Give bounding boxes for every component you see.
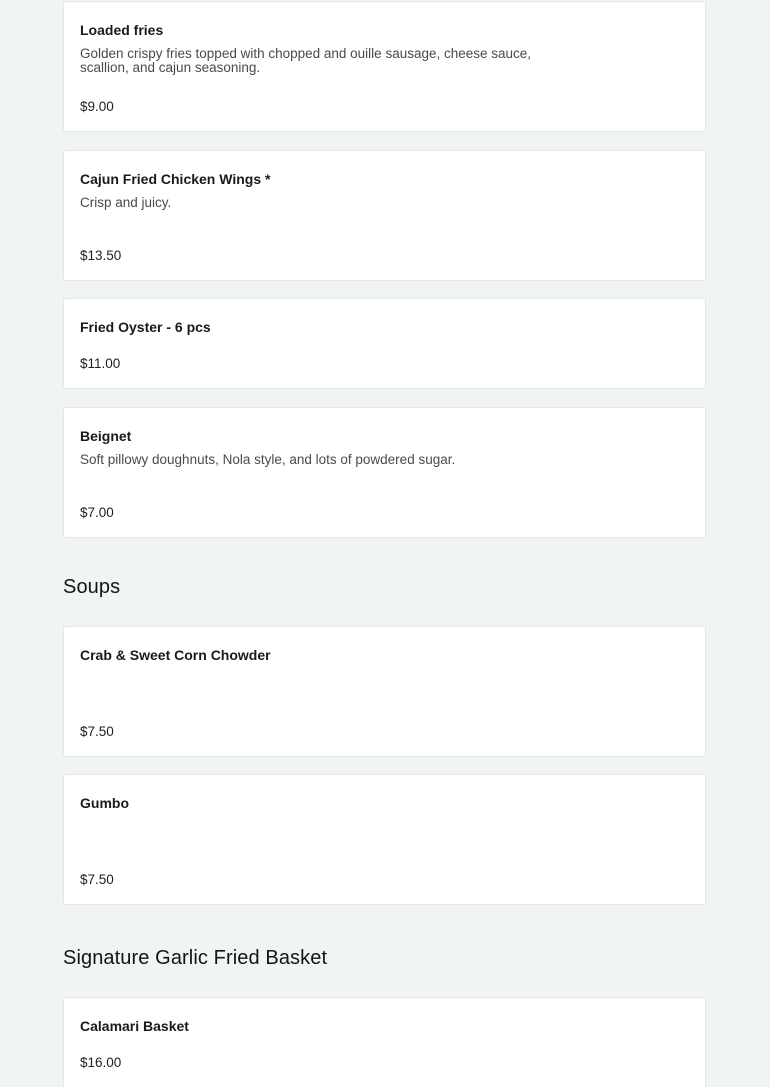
- menu-item-name: Calamari Basket: [80, 1018, 189, 1034]
- menu-item-price: $7.50: [80, 724, 114, 739]
- menu-item-price: $9.00: [80, 99, 114, 114]
- menu-item-name: Gumbo: [80, 795, 129, 811]
- menu-item-name: Cajun Fried Chicken Wings *: [80, 171, 271, 187]
- menu-item-price: $11.00: [80, 356, 121, 371]
- section-title-soups: Soups: [63, 576, 121, 598]
- menu-item-name: Loaded fries: [80, 22, 164, 38]
- menu-item-card[interactable]: [63, 626, 706, 757]
- menu-item-name: Beignet: [80, 428, 132, 444]
- menu-item-price: $16.00: [80, 1055, 122, 1070]
- menu-item-price: $13.50: [80, 248, 122, 263]
- menu-item-name: Fried Oyster - 6 pcs: [80, 319, 211, 335]
- menu-item-price: $7.00: [80, 505, 114, 520]
- menu-item-card[interactable]: [63, 407, 706, 538]
- section-title-signature-garlic-fried-basket: Signature Garlic Fried Basket: [63, 947, 328, 969]
- menu-item-description: Crisp and juicy.: [80, 195, 172, 210]
- menu-item-description: Golden crispy fries topped with chopped and ouille sausage, cheese sauce, scallion, and cajun seasoning.: [80, 46, 532, 75]
- menu-item-card[interactable]: [63, 774, 706, 905]
- menu-item-name: Crab & Sweet Corn Chowder: [80, 647, 271, 663]
- menu-item-card[interactable]: [63, 1, 706, 132]
- menu-item-description: Soft pillowy doughnuts, Nola style, and lots of powdered sugar.: [80, 452, 456, 467]
- menu-item-price: $7.50: [80, 872, 114, 887]
- menu-item-card[interactable]: [63, 298, 706, 389]
- menu-item-card[interactable]: [63, 997, 706, 1087]
- menu-item-card[interactable]: [63, 150, 706, 281]
